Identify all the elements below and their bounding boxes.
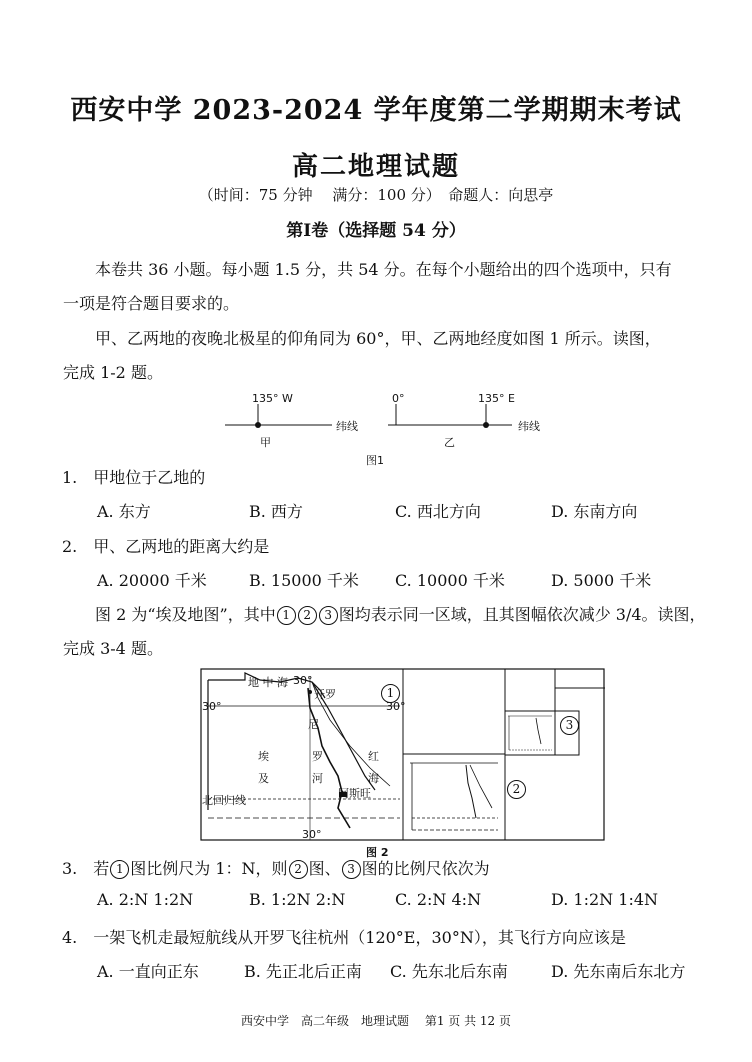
label-30-left: 30°	[202, 700, 222, 713]
q3-post: 图的比例尺依次为	[361, 859, 490, 878]
q1-option-d[interactable]: D. 东南方向	[551, 502, 638, 521]
q3-option-a[interactable]: A. 2:N 1:2N	[97, 890, 194, 909]
q3-option-c[interactable]: C. 2:N 4:N	[395, 890, 482, 909]
figure-1	[220, 392, 550, 449]
map2-nile	[466, 765, 476, 818]
passage2-pre: 图 2 为“埃及地图”，其中	[95, 605, 276, 624]
label-0: 0°	[392, 392, 405, 405]
label-30-right: 30°	[386, 700, 406, 713]
label-135w: 135° W	[252, 392, 293, 405]
label-cairo: 开罗	[314, 688, 336, 701]
q3-option-d[interactable]: D. 1:2N 1:4N	[551, 890, 659, 909]
q3-circled-2: 2	[289, 860, 308, 879]
circled-1: 1	[277, 606, 296, 625]
intro-line-1: 本卷共 36 小题。每小题 1.5 分，共 54 分。在每个小题给出的四个选项中，只有	[95, 260, 672, 279]
exam-meta: （时间：75 分钟 满分：100 分） 命题人：向思亭	[198, 186, 554, 204]
label-nile-1: 尼	[308, 718, 319, 731]
label-nile-2: 罗	[312, 750, 323, 763]
page-footer: 西安中学 高二年级 地理试题 第1 页 共 12 页	[241, 1014, 511, 1028]
map2-redsea	[470, 765, 492, 808]
passage1-line-1: 甲、乙两地的夜晚北极星的仰角同为 60°，甲、乙两地经度如图 1 所示。读图，	[95, 329, 661, 348]
q3-circled-3: 3	[342, 860, 361, 879]
point-yi	[483, 422, 489, 428]
label-yi: 乙	[444, 436, 455, 449]
q3-circled-1: 1	[110, 860, 129, 879]
q3-pre: 3. 若	[62, 859, 110, 878]
q3-option-b[interactable]: B. 1:2N 2:N	[249, 890, 346, 909]
label-jia: 甲	[260, 436, 271, 449]
q2-option-c[interactable]: C. 10000 千米	[395, 571, 505, 590]
q1-option-a[interactable]: A. 东方	[97, 502, 151, 521]
q4-option-c[interactable]: C. 先东北后东南	[390, 962, 508, 981]
label-30-bottom: 30°	[302, 828, 322, 841]
passage2-line-1	[95, 602, 706, 625]
map3-column	[505, 669, 555, 755]
passage2-post: 图均表示同一区域，且其图幅依次减少 3/4。读图，	[338, 605, 706, 624]
figure-2-caption: 图 2	[366, 846, 389, 859]
map3-nile	[536, 718, 541, 744]
point-jia	[255, 422, 261, 428]
q4-option-a[interactable]: A. 一直向正东	[97, 962, 199, 981]
label-redsea-2: 海	[368, 772, 379, 785]
label-map-3: 3	[560, 716, 579, 735]
q4-option-b[interactable]: B. 先正北后正南	[244, 962, 362, 981]
label-redsea-1: 红	[368, 750, 379, 763]
q1-stem: 1. 甲地位于乙地的	[62, 468, 206, 487]
passage1-line-2: 完成 1-2 题。	[63, 363, 163, 382]
q1-option-c[interactable]: C. 西北方向	[395, 502, 481, 521]
label-mediterranean: 地 中 海	[248, 676, 288, 689]
exam-subtitle: 高二地理试题	[291, 152, 460, 182]
circled-2: 2	[298, 606, 317, 625]
label-map-1: 1	[381, 684, 400, 703]
label-30-top: 30°	[293, 674, 313, 687]
q2-option-d[interactable]: D. 5000 千米	[551, 571, 652, 590]
label-nile-3: 河	[312, 772, 323, 785]
q3-stem	[62, 856, 490, 879]
q3-mid: 图比例尺为 1：N，则	[130, 859, 288, 878]
label-map-2: 2	[507, 780, 526, 799]
q4-option-d[interactable]: D. 先东南后东北方	[551, 962, 686, 981]
q1-option-b[interactable]: B. 西方	[249, 502, 303, 521]
label-weixian-2: 纬线	[518, 420, 540, 433]
label-tropic: 北回归线	[202, 794, 246, 807]
passage2-line-2: 完成 3-4 题。	[63, 639, 163, 658]
label-135e: 135° E	[478, 392, 515, 405]
label-egypt-1: 埃	[258, 750, 269, 763]
q2-stem: 2. 甲、乙两地的距离大约是	[62, 537, 270, 556]
label-weixian-1: 纬线	[336, 420, 358, 433]
section-title: 第Ⅰ卷（选择题 54 分）	[286, 221, 466, 241]
label-egypt-2: 及	[258, 772, 269, 785]
exam-title: 西安中学 2023-2024 学年度第二学期期末考试	[70, 95, 682, 126]
circled-3: 3	[319, 606, 338, 625]
q4-stem: 4. 一架飞机走最短航线从开罗飞往杭州（120°E，30°N），其飞行方向应该是	[62, 928, 626, 947]
intro-line-2: 一项是符合题目要求的。	[63, 294, 240, 313]
figure-1-caption: 图1	[366, 454, 384, 467]
figure-2	[200, 668, 605, 842]
q2-option-a[interactable]: A. 20000 千米	[97, 571, 207, 590]
q3-mid2: 图、	[308, 859, 341, 878]
label-aswan: 阿斯旺	[338, 787, 371, 800]
map1-cairo-dot	[308, 690, 312, 694]
q2-option-b[interactable]: B. 15000 千米	[249, 571, 359, 590]
map2-frame	[403, 754, 505, 840]
